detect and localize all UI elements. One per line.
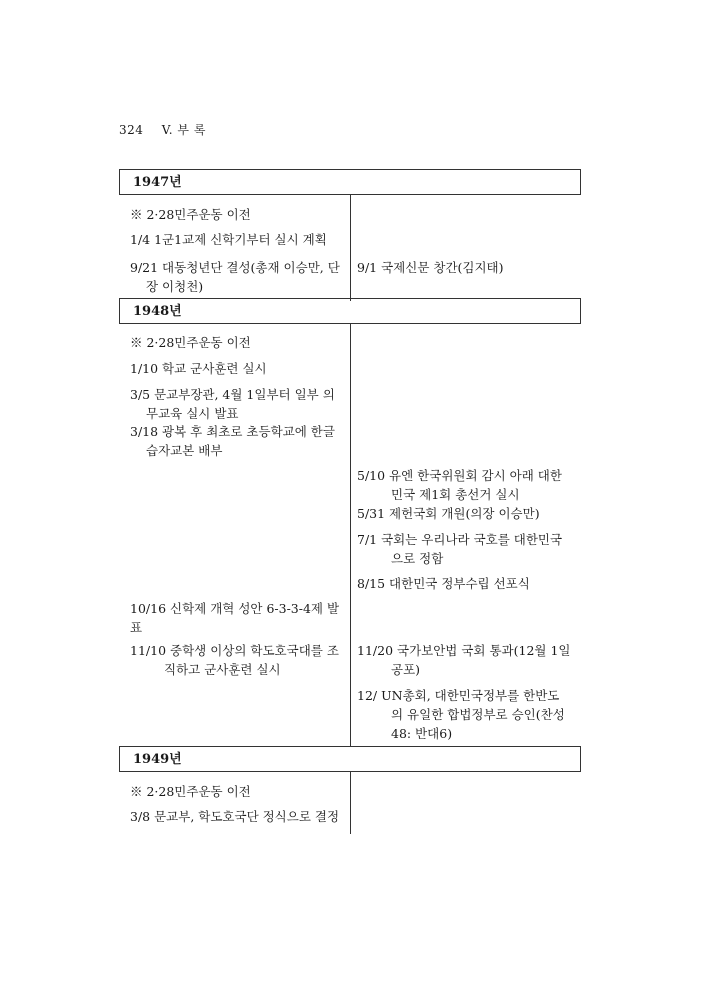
timeline-entry: ※ 2·28민주운동 이전 xyxy=(130,784,251,799)
year-header-1947: 1947년 xyxy=(119,169,581,195)
page-number: 324 xyxy=(119,123,144,137)
column-divider xyxy=(350,324,351,746)
timeline-entry: 11/20 국가보안법 국회 통과(12월 1일 공포) xyxy=(357,643,571,677)
timeline-entry: 9/21 대동청년단 결성(총재 이승만, 단 장 이청천) xyxy=(130,260,340,294)
column-divider xyxy=(350,772,351,834)
section-title: V. 부 록 xyxy=(161,123,206,137)
timeline-entry: 10/16 신학제 개혁 성안 6-3-3-4제 발 표 xyxy=(130,601,340,635)
timeline-entry: ※ 2·28민주운동 이전 xyxy=(130,207,251,222)
timeline-entry: 1/4 1군1교제 신학기부터 실시 계획 xyxy=(130,232,327,247)
year-header-1949: 1949년 xyxy=(119,746,581,772)
timeline-entry: 3/8 문교부, 학도호국단 정식으로 결정 xyxy=(130,809,340,824)
timeline-entry: 3/18 광복 후 최초로 초등학교에 한글 습자교본 배부 xyxy=(130,424,335,458)
timeline-entry: 5/10 유엔 한국위원회 감시 아래 대한 민국 제1회 총선거 실시 xyxy=(357,468,562,502)
timeline-entry: 7/1 국회는 우리나라 국호를 대한민국 으로 정함 xyxy=(357,532,563,566)
timeline-entry: 3/5 문교부장관, 4월 1일부터 일부 의 무교육 실시 발표 xyxy=(130,387,335,421)
timeline-entry: 8/15 대한민국 정부수립 선포식 xyxy=(357,576,530,591)
timeline-entry: 9/1 국제신문 창간(김지태) xyxy=(357,260,504,275)
timeline-entry: 1/10 학교 군사훈련 실시 xyxy=(130,361,267,376)
page-header xyxy=(119,121,206,138)
year-header-1948: 1948년 xyxy=(119,298,581,324)
timeline-entry: 5/31 제헌국회 개원(의장 이승만) xyxy=(357,506,540,521)
timeline-entry: 11/10 중학생 이상의 학도호국대를 조 직하고 군사훈련 실시 xyxy=(130,643,339,677)
column-divider xyxy=(350,195,351,301)
timeline-entry: 12/ UN총회, 대한민국정부를 한반도 의 유일한 합법정부로 승인(찬성 48: 반대6) xyxy=(357,688,565,741)
timeline-entry: ※ 2·28민주운동 이전 xyxy=(130,335,251,350)
